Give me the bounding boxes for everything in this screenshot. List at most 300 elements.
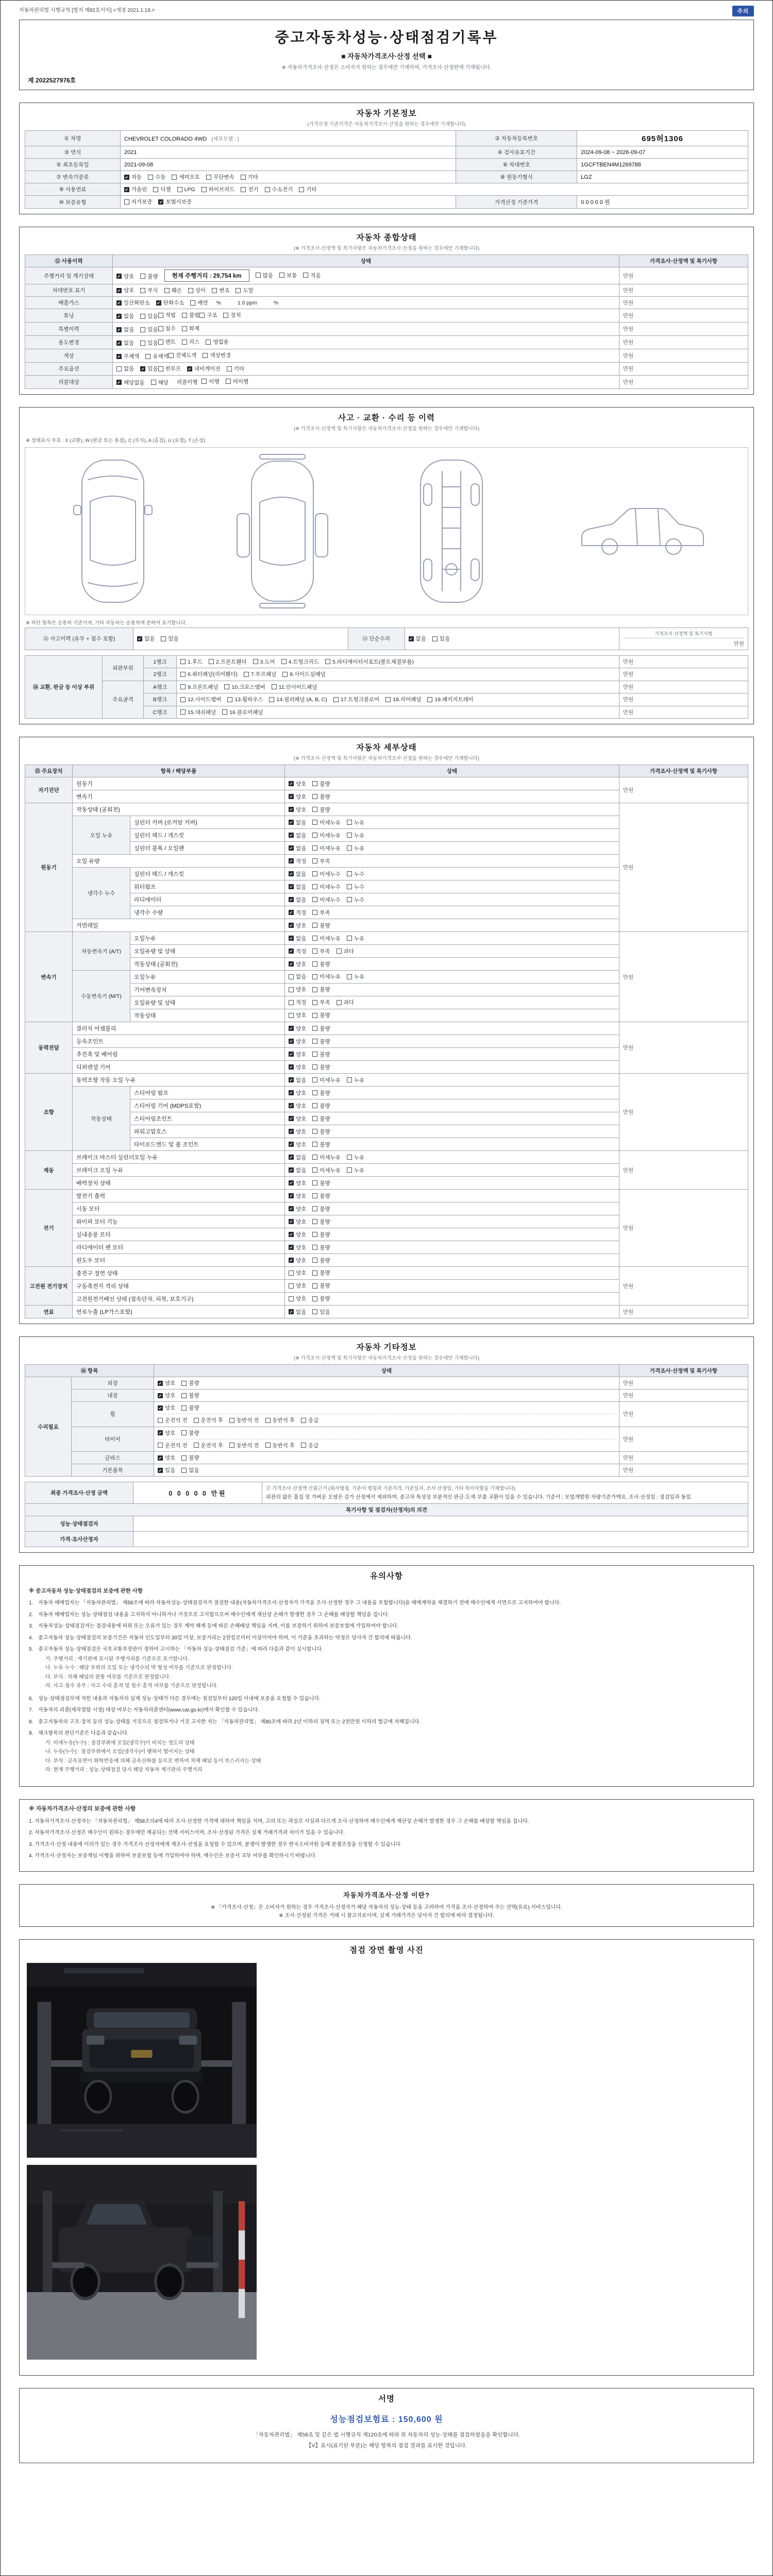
checkbox-option[interactable]: [312, 819, 341, 826]
price-cell: 만원: [619, 1267, 748, 1306]
checkbox-option[interactable]: [347, 1076, 364, 1084]
car-top-view-exterior-diagram: [66, 454, 159, 608]
item-label: 브레이크 마스터 실린더오일 누유: [73, 1151, 285, 1164]
checkbox-option[interactable]: [289, 909, 306, 917]
checkbox-label: 상이: [195, 287, 206, 294]
checkbox-checked-icon: ✔: [289, 782, 293, 786]
checkbox-option[interactable]: [347, 1166, 364, 1174]
checkbox-option[interactable]: [312, 1154, 341, 1161]
checkbox-checked-icon: ✔: [289, 1116, 293, 1121]
checkbox-empty-icon: [172, 175, 177, 180]
checkbox-label: 없음: [296, 871, 307, 877]
checkbox-option[interactable]: [289, 883, 306, 891]
row-label: 용도변경: [25, 336, 113, 349]
checkbox-option[interactable]: [312, 1295, 330, 1302]
checkbox-option[interactable]: [158, 1404, 175, 1412]
checkbox-option[interactable]: [289, 1089, 306, 1097]
checkbox-option[interactable]: [312, 1308, 330, 1316]
checkbox-empty-icon: [312, 910, 317, 915]
checkbox-option[interactable]: [190, 299, 208, 307]
price-cell: 만원: [619, 1151, 748, 1190]
checkbox-checked-icon: ✔: [289, 1219, 293, 1224]
notice-text: 자동차 매매업자는 성능·상태점검 내용을 고지하지 아니하거나 거짓으로 고지함으로써 매수인에게 재산상 손해가 발생한 경우 그 손해를 배상할 책임을 집니다.: [38, 1612, 390, 1618]
checkbox-option[interactable]: [312, 1205, 330, 1213]
notice-item: [29, 1730, 744, 1775]
checkbox-option[interactable]: [209, 658, 246, 666]
section-title: 자동차 세부상태: [356, 743, 417, 752]
checkbox-option[interactable]: [256, 272, 273, 279]
notice-subitem: 라. 사고·침수 유무 : 사고 수리 흔적 및 침수 흔적 여부를 기준으로 판정합니다.: [45, 1683, 218, 1689]
checkbox-option[interactable]: [180, 658, 203, 666]
option-group: [116, 312, 158, 320]
checkbox-option[interactable]: [289, 1141, 306, 1148]
checkbox-option[interactable]: [187, 365, 221, 372]
truck-on-lift-front-photo: [27, 1963, 257, 2158]
state-code-legend: ※ 상태표시 부호 : X (교환), W (판금 또는 용접), C (부식), A (흠집), U (요철), T (손상): [26, 437, 206, 444]
checkbox-option[interactable]: [164, 286, 182, 294]
checkbox-option[interactable]: [347, 870, 364, 878]
checkbox-option[interactable]: [347, 935, 364, 942]
checkbox-option[interactable]: [241, 173, 258, 181]
state-cell: [285, 855, 619, 868]
option-group: [137, 635, 179, 642]
checkbox-label: 누유: [354, 819, 365, 826]
checkbox-option[interactable]: [289, 922, 306, 929]
checkbox-option[interactable]: [312, 780, 330, 788]
checkbox-option[interactable]: [289, 960, 306, 968]
notice-item: [29, 1646, 744, 1691]
checkbox-option[interactable]: [289, 947, 306, 955]
checkbox-option[interactable]: [194, 1442, 224, 1449]
checkbox-option[interactable]: [289, 1308, 306, 1316]
checkbox-option[interactable]: [140, 365, 158, 372]
checkbox-option[interactable]: [229, 1416, 259, 1424]
checkbox-option[interactable]: [312, 973, 341, 980]
guarantee-item: 1. 자동차가격조사·산정자는 「자동차관리법」 제58조의4에 따라 조사·산정한 가격에 대하여 책임을 지며, 고의 또는 과실로 사실과 다르게 조사·산정하여 매수인에게 재산상 손해가 발생한 경우 그 손해를 배상할 책임을 집니다.: [29, 1818, 529, 1824]
guarantee-item: 2. 자동차가격조사·산정은 매수인이 원하는 경우에만 제공되는 선택 서비스이며, 조사·산정된 가격은 실제 거래가격과 차이가 있을 수 있습니다.: [29, 1830, 345, 1836]
checkbox-option[interactable]: [222, 708, 263, 716]
checkbox-option[interactable]: [289, 1102, 306, 1110]
checkbox-empty-icon: [182, 313, 187, 318]
table-row: [25, 1389, 748, 1402]
checkbox-option[interactable]: [226, 378, 248, 385]
checkbox-option[interactable]: [137, 635, 155, 642]
checkbox-option[interactable]: [206, 338, 228, 346]
checkbox-option[interactable]: [253, 658, 275, 666]
checkbox-option[interactable]: [177, 187, 195, 193]
checkbox-option[interactable]: [124, 198, 153, 206]
checkbox-option[interactable]: [289, 1128, 306, 1136]
checkbox-option[interactable]: [301, 1416, 318, 1424]
checkbox-option[interactable]: [289, 1257, 306, 1264]
checkbox-empty-icon: [385, 697, 391, 702]
checkbox-empty-icon: [236, 288, 241, 293]
car-diagrams: [25, 447, 748, 615]
checkbox-option[interactable]: [312, 1218, 330, 1226]
checkbox-option[interactable]: [201, 185, 235, 193]
checkbox-option[interactable]: [289, 1192, 306, 1200]
checkbox-option[interactable]: [199, 311, 217, 319]
option-group: [289, 1076, 364, 1084]
checkbox-option[interactable]: [312, 909, 330, 917]
checkbox-empty-icon: [140, 341, 145, 346]
checkbox-option[interactable]: [161, 635, 178, 642]
checkbox-option[interactable]: [312, 1089, 330, 1097]
checkbox-option[interactable]: [289, 793, 306, 801]
checkbox-option[interactable]: [281, 658, 319, 666]
checkbox-label: 기타: [306, 187, 317, 193]
checkbox-option[interactable]: [265, 1442, 295, 1449]
checkbox-option[interactable]: [158, 338, 176, 346]
checkbox-option[interactable]: [181, 1404, 199, 1412]
checkbox-option[interactable]: [312, 883, 341, 891]
checkbox-empty-icon: [206, 340, 211, 345]
checkbox-option[interactable]: [116, 365, 134, 372]
checkbox-option[interactable]: [312, 1166, 341, 1174]
checkbox-option[interactable]: [312, 793, 330, 801]
checkbox-checked-icon: ✔: [289, 1181, 293, 1185]
checkbox-option[interactable]: [272, 683, 317, 691]
checkbox-label: 미세누유: [320, 1077, 341, 1083]
checkbox-option[interactable]: [181, 1379, 199, 1387]
checkbox-option[interactable]: [140, 273, 158, 280]
sub-option-group: [158, 1414, 615, 1425]
checkbox-empty-icon: [312, 1013, 317, 1018]
checkbox-option[interactable]: [289, 1050, 306, 1058]
checkbox-option[interactable]: [182, 338, 199, 346]
checkbox-empty-icon: [279, 273, 284, 278]
checkbox-checked-icon: ✔: [125, 175, 129, 180]
checkbox-option[interactable]: [116, 326, 134, 333]
checkbox-option[interactable]: [158, 325, 176, 332]
checkbox-option[interactable]: [116, 352, 139, 360]
checkbox-label: 구조: [207, 312, 217, 318]
checkbox-option[interactable]: [244, 670, 276, 678]
checkbox-option[interactable]: [180, 696, 221, 703]
checkbox-option[interactable]: [312, 1179, 330, 1187]
checkbox-option[interactable]: [158, 1466, 175, 1474]
checkbox-option[interactable]: [224, 683, 265, 691]
notice-number: 6.: [29, 1696, 33, 1702]
checkbox-option[interactable]: [299, 185, 316, 193]
checkbox-option[interactable]: [182, 311, 199, 319]
checkbox-option[interactable]: [312, 1257, 330, 1264]
checkbox-option[interactable]: [289, 1011, 306, 1019]
checkbox-option[interactable]: [347, 973, 364, 980]
notices-subtitle: ※ 중고자동차 성능·상태점검의 보증에 관한 사항: [29, 1588, 143, 1594]
checkbox-option[interactable]: [312, 1141, 330, 1148]
checkbox-option[interactable]: [206, 173, 234, 181]
checkbox-option[interactable]: [172, 173, 200, 181]
checkbox-option[interactable]: [312, 1025, 330, 1032]
checkbox-option[interactable]: [148, 173, 165, 181]
checkbox-option[interactable]: [427, 696, 473, 703]
checkbox-option[interactable]: [289, 1025, 306, 1032]
checkbox-option[interactable]: [337, 947, 354, 955]
checkbox-option[interactable]: [181, 1454, 199, 1462]
checkbox-option[interactable]: [312, 998, 330, 1006]
notice-item: [29, 1622, 744, 1631]
checkbox-option[interactable]: [140, 312, 158, 320]
checkbox-option[interactable]: [289, 844, 306, 852]
checkbox-label: 양호: [296, 1012, 307, 1019]
checkbox-label: 양호: [296, 793, 307, 800]
state-cell: [285, 1009, 619, 1022]
checkbox-option[interactable]: [312, 947, 330, 955]
checkbox-empty-icon: [312, 1245, 317, 1250]
item-label: 고전원전기배선 상태 (접속단자, 피복, 보호기구): [73, 1293, 285, 1306]
checkbox-option[interactable]: [325, 658, 414, 666]
checkbox-label: 있음: [168, 636, 179, 642]
checkbox-empty-icon: [312, 807, 317, 812]
checkbox-option[interactable]: [153, 185, 171, 193]
checkbox-option[interactable]: [279, 272, 297, 279]
checkbox-empty-icon: [241, 175, 246, 180]
checkbox-option[interactable]: [158, 1454, 175, 1462]
checkbox-option[interactable]: [282, 670, 326, 678]
checkbox-option[interactable]: [289, 1038, 306, 1045]
checkbox-option[interactable]: [289, 1166, 306, 1174]
item-label: 오일유량 및 상태: [130, 945, 285, 958]
checkbox-empty-icon: [151, 380, 156, 385]
checkbox-option[interactable]: [337, 998, 354, 1006]
checkbox-option[interactable]: [312, 960, 330, 968]
checkbox-option[interactable]: [289, 1295, 306, 1302]
checkbox-option[interactable]: [116, 299, 150, 307]
checkbox-label: 양호: [124, 287, 135, 294]
checkbox-option[interactable]: [289, 780, 306, 788]
checkbox-option[interactable]: [158, 1392, 175, 1399]
checkbox-option[interactable]: [180, 683, 218, 691]
checkbox-option[interactable]: [312, 1063, 330, 1071]
checkbox-option[interactable]: [301, 1442, 318, 1449]
checkbox-option[interactable]: [312, 1050, 330, 1058]
item-label: 냉각수 수량: [130, 906, 285, 919]
checkbox-option[interactable]: [227, 696, 263, 703]
checkbox-option[interactable]: [312, 1102, 330, 1110]
checkbox-option[interactable]: [116, 339, 134, 347]
checkbox-option[interactable]: [158, 1429, 175, 1437]
checkbox-option[interactable]: [289, 1179, 306, 1187]
checkbox-option[interactable]: [241, 185, 258, 193]
checkbox-option[interactable]: [269, 696, 327, 703]
checkbox-label: 3.도어: [260, 658, 275, 665]
checkbox-option[interactable]: [158, 1442, 188, 1449]
checkbox-option[interactable]: [158, 1379, 175, 1387]
checkbox-option[interactable]: [289, 1205, 306, 1213]
checkbox-option[interactable]: [194, 1416, 224, 1424]
checkbox-label: 불량: [189, 1380, 199, 1386]
checkbox-label: 양호: [296, 987, 307, 993]
checkbox-option[interactable]: [347, 832, 364, 839]
checkbox-empty-icon: [427, 697, 432, 702]
state-cell: [154, 1377, 619, 1389]
option-group: [289, 819, 364, 826]
checkbox-option[interactable]: [289, 1218, 306, 1226]
checkbox-option[interactable]: [312, 1282, 330, 1290]
checkbox-option[interactable]: [347, 844, 364, 852]
item-label: 기본품목: [72, 1464, 154, 1477]
checkbox-option[interactable]: [158, 198, 192, 206]
checkbox-option[interactable]: [158, 365, 181, 372]
checkbox-option[interactable]: [236, 286, 253, 294]
checkbox-option[interactable]: [333, 696, 379, 703]
etc-info-table: [25, 1364, 748, 1477]
checkbox-option[interactable]: [312, 1115, 330, 1123]
checkbox-option[interactable]: [289, 1244, 306, 1251]
checkbox-option[interactable]: [432, 635, 450, 642]
checkbox-option[interactable]: [312, 1192, 330, 1200]
checkbox-option[interactable]: [140, 286, 158, 294]
checkbox-option[interactable]: [289, 1231, 306, 1239]
checkbox-label: 해당없음: [124, 379, 145, 386]
checkbox-label: 불량: [320, 1283, 330, 1290]
checkbox-option[interactable]: [151, 379, 169, 386]
checkbox-option[interactable]: [289, 1282, 306, 1290]
checkbox-option[interactable]: [303, 272, 321, 279]
item-label: 실린더 헤드 / 개스킷: [130, 868, 285, 880]
checkbox-label: 없음: [296, 832, 307, 839]
checkbox-option[interactable]: [212, 286, 229, 294]
checkbox-option[interactable]: [312, 986, 330, 993]
checkbox-option[interactable]: [289, 935, 306, 942]
checkbox-checked-icon: ✔: [289, 1207, 293, 1211]
checkbox-label: 없음: [124, 340, 135, 346]
checkbox-option[interactable]: [347, 883, 364, 891]
checkbox-option[interactable]: [223, 311, 241, 319]
state-cell: [285, 945, 619, 958]
checkbox-option[interactable]: [180, 670, 238, 678]
checkbox-option[interactable]: [203, 351, 231, 359]
checkbox-option[interactable]: [312, 857, 330, 865]
notice-text: 중고자동차 성능·상태점검의 보증기간은 자동차 인도일부터 30일 이상, 보증거리는 2천킬로미터 이상이어야 하며, 이 기준을 초과하는 약정은 당사자 간 합의에 따릅니다.: [38, 1635, 412, 1641]
checkbox-empty-icon: [312, 1258, 317, 1263]
checkbox-option[interactable]: [289, 857, 306, 865]
table-row: [25, 1022, 748, 1035]
checkbox-checked-icon: ✔: [289, 846, 293, 851]
form-subtitle: ■ 자동차가격조사·산정 선택 ■: [341, 53, 432, 60]
checkbox-option[interactable]: [169, 351, 197, 359]
checkbox-option[interactable]: [312, 1011, 330, 1019]
checkbox-option[interactable]: [116, 286, 134, 294]
checkbox-option[interactable]: [312, 806, 330, 814]
checkbox-empty-icon: [312, 923, 317, 928]
checkbox-option[interactable]: [289, 1269, 306, 1277]
checkbox-option[interactable]: [265, 1416, 295, 1424]
checkbox-option[interactable]: [181, 1392, 199, 1399]
checkbox-option[interactable]: [156, 299, 184, 307]
checkbox-option[interactable]: [180, 708, 216, 716]
car-underbody-frame-diagram: [405, 454, 498, 608]
checkbox-option[interactable]: [312, 832, 341, 839]
checkbox-option[interactable]: [145, 352, 168, 360]
checkbox-option[interactable]: [140, 339, 158, 347]
checkbox-option[interactable]: [289, 998, 306, 1006]
state-cell: [285, 893, 619, 906]
checkbox-option[interactable]: [312, 870, 341, 878]
checkbox-option[interactable]: [289, 896, 306, 904]
checkbox-empty-icon: [312, 1077, 317, 1082]
checkbox-option[interactable]: [188, 286, 206, 294]
checkbox-option[interactable]: [181, 1466, 199, 1474]
item-label: 와이퍼 모터 기능: [73, 1215, 285, 1228]
checkbox-option[interactable]: [289, 1076, 306, 1084]
checkbox-option[interactable]: [265, 185, 293, 193]
checkbox-option[interactable]: [289, 973, 306, 980]
price-guarantee-body: [20, 1800, 753, 1871]
checkbox-label: 없음: [296, 1309, 307, 1315]
document-number-row: [28, 76, 745, 84]
checkbox-option[interactable]: [289, 819, 306, 826]
checkbox-option[interactable]: [312, 1128, 330, 1136]
checkbox-option[interactable]: [289, 986, 306, 993]
checkbox-label: 양호: [296, 1244, 307, 1251]
section-title: 점검 장면 촬영 사진: [349, 1945, 424, 1955]
checkbox-label: 양호: [296, 1141, 307, 1148]
checkbox-option[interactable]: [347, 819, 364, 826]
checkbox-option[interactable]: [409, 635, 426, 642]
checkbox-option[interactable]: [181, 1429, 199, 1437]
checkbox-option[interactable]: [124, 173, 142, 181]
checkbox-option[interactable]: [140, 326, 158, 333]
checkbox-option[interactable]: [116, 379, 145, 386]
checkbox-option[interactable]: [201, 378, 219, 385]
checkbox-option[interactable]: [158, 1416, 188, 1424]
price-cell: 만원: [619, 297, 748, 309]
checkbox-empty-icon: [312, 1064, 317, 1070]
state-cell: [285, 1164, 619, 1177]
checkbox-option[interactable]: [347, 896, 364, 904]
checkbox-option[interactable]: [289, 870, 306, 878]
price-cell: 만원: [619, 668, 748, 681]
checkbox-option[interactable]: [312, 896, 341, 904]
checkbox-option[interactable]: [312, 922, 330, 929]
checkbox-empty-icon: [180, 684, 186, 689]
checkbox-option[interactable]: [229, 1442, 259, 1449]
checkbox-option[interactable]: [385, 696, 421, 703]
checkbox-option[interactable]: [124, 185, 147, 193]
checkbox-option[interactable]: [116, 312, 134, 320]
checkbox-option[interactable]: [289, 1063, 306, 1071]
checkbox-option[interactable]: [312, 1231, 330, 1239]
checkbox-option[interactable]: [289, 1115, 306, 1123]
checkbox-option[interactable]: [289, 1154, 306, 1161]
option-group: [199, 311, 241, 319]
checkbox-label: 양호: [296, 1296, 307, 1302]
checkbox-option[interactable]: [158, 311, 176, 319]
checkbox-option[interactable]: [312, 935, 341, 942]
checkbox-option[interactable]: [312, 1244, 330, 1251]
checkbox-label: 미세누유: [320, 1167, 341, 1174]
checkbox-option[interactable]: [312, 844, 341, 852]
checkbox-option[interactable]: [289, 832, 306, 839]
checkbox-option[interactable]: [347, 1154, 364, 1161]
accident-history-table: [25, 628, 748, 650]
checkbox-option[interactable]: [312, 1076, 341, 1084]
checkbox-option[interactable]: [227, 365, 244, 372]
checkbox-option[interactable]: [312, 1269, 330, 1277]
checkbox-option[interactable]: [289, 806, 306, 814]
field-label: ⑤ 최초등록일: [25, 159, 121, 171]
exchange-panel-table: [25, 655, 748, 719]
checkbox-option[interactable]: [116, 273, 134, 280]
checkbox-option[interactable]: [182, 325, 199, 332]
checkbox-empty-icon: [312, 1090, 317, 1095]
checkbox-checked-icon: ✔: [158, 1468, 162, 1473]
checkbox-option[interactable]: [312, 1038, 330, 1045]
option-group: [289, 793, 330, 801]
option-group: [289, 922, 330, 929]
